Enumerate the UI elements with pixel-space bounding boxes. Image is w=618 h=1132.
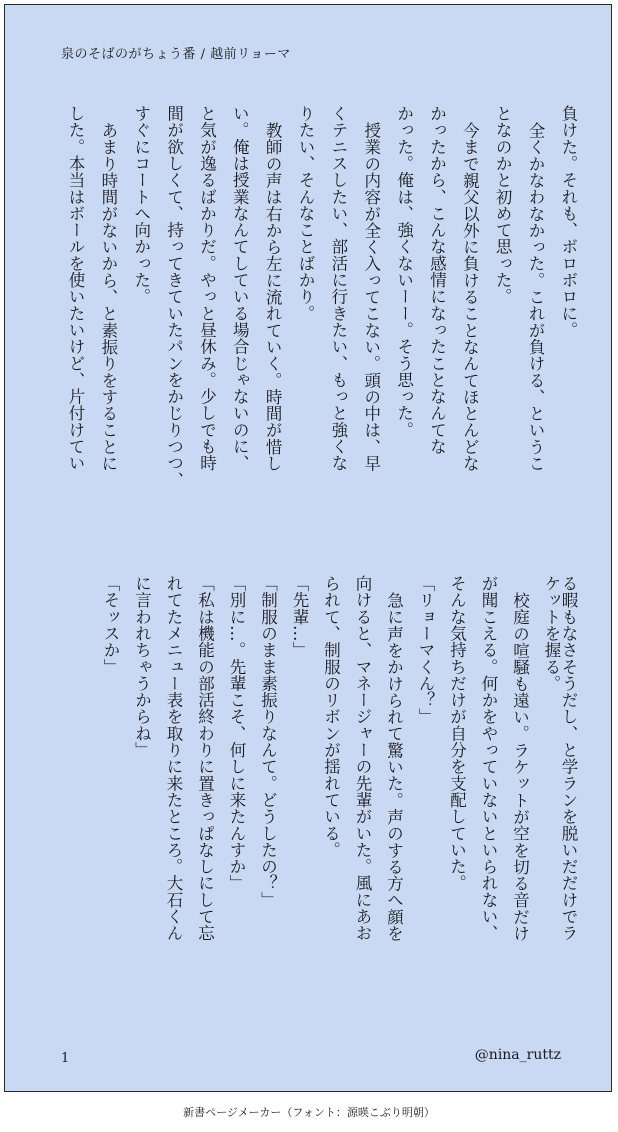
text-column: と気が逸るばかりだ。やっと昼休み。少しでも時 [197, 105, 217, 472]
text-column: る暇もなさそうだし、と学ランを脱いだだけでラ [559, 575, 578, 942]
text-column: あまり時間がないから、と素振りをすることに [98, 122, 118, 472]
author-handle: @nina_ruttz [474, 1047, 561, 1063]
text-column: 「先輩…」 [290, 575, 309, 659]
text-block-bottom [67, 575, 577, 1015]
text-column: した。本当はボールを使いたいけど、片付けてい [66, 105, 85, 472]
text-column: 間が欲しくて、持ってきていたパンをかじりつつ、 [164, 105, 184, 488]
text-column: かった。俺は、強くないーー。そう思った。 [394, 105, 414, 438]
text-column: れてたメニュー表を取りに来たところ。大石くん [164, 575, 183, 942]
text-column: 教師の声は右から左に流れていく。時間が惜し [263, 122, 283, 472]
page-number: 1 [61, 1051, 70, 1066]
text-column: となのかと初めて思った。 [493, 105, 513, 305]
text-column: かったから、こんな感情になったことなんてな [427, 105, 447, 455]
text-column: ケットを握る。 [542, 575, 561, 692]
text-column: 「私は機能の部活終わりに置きっぱなしにして忘 [195, 575, 215, 942]
text-column: そんな気持ちだけが自分を支配していた。 [447, 575, 467, 892]
text-column: りたい、そんなことばかり。 [296, 105, 316, 322]
text-block-top [67, 105, 577, 535]
text-column: に言われちゃうからね」 [132, 575, 152, 759]
text-column: 授業の内容が全く入ってこない。頭の中は、早 [361, 122, 381, 472]
text-column: 「そッスか」 [101, 575, 120, 675]
book-page [4, 4, 612, 1092]
text-column: 「別に…。先輩こそ、何しに来たんすか」 [227, 575, 246, 892]
text-column: 急に声をかけられて驚いた。声のする方へ顔を [384, 592, 404, 942]
text-column: 「制服のまま素振りなんて。どうしたの？」 [258, 575, 278, 908]
generator-credit: 新書ページメーカー（フォント：源暎こぶり明朝） [183, 1106, 435, 1119]
text-column: すぐにコートへ向かった。 [131, 105, 151, 305]
text-column: 「リョーマくん？」 [416, 575, 435, 725]
text-column: が聞こえる。何かをやっていないといられない、 [479, 575, 498, 942]
text-column: 今まで親父以外に負けることなんてほとんどな [460, 122, 480, 472]
page-title: 泉のそばのがちょう番 / 越前リョーマ [61, 47, 291, 62]
text-column: られて、制服のリボンが揺れている。 [321, 575, 341, 859]
text-column: くテニスしたい、部活に行きたい、もっと強くな [328, 105, 348, 472]
text-column: 負けた。それも、ボロボロに。 [558, 105, 578, 339]
text-column: 全くかなわなかった。これが負ける、というこ [526, 122, 546, 472]
text-column: 向けると、マネージャーの先輩がいた。風にあお [353, 575, 372, 942]
text-column: 校庭の喧騒も遠い。ラケットが空を切る音だけ [510, 592, 530, 942]
text-column: い。俺は授業なんてしている場合じゃないのに、 [230, 105, 250, 472]
